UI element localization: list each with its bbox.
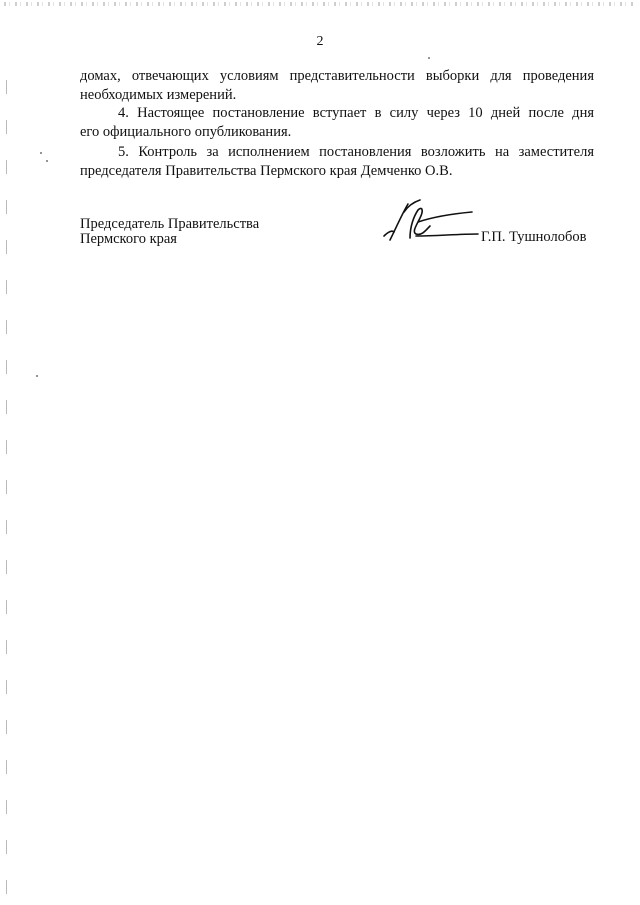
- paragraph-item-5: [80, 143, 594, 181]
- paragraph-line: необходимых измерений.: [80, 87, 237, 103]
- paragraph-item-4: [80, 104, 594, 142]
- handwritten-signature: [380, 196, 480, 248]
- signatory-position: [80, 217, 259, 247]
- scan-artifact-left-edge: [6, 80, 7, 900]
- scan-speck: [40, 152, 42, 154]
- scan-artifact-top: [4, 2, 636, 6]
- signatory-position-line: Председатель Правительства: [80, 216, 260, 232]
- paragraph-line: домах, отвечающих условиям представительности выборки для проведения: [80, 68, 594, 84]
- scan-speck: [428, 57, 430, 59]
- paragraph-line: 4. Настоящее постановление вступает в силу через 10 дней после дня: [118, 105, 594, 121]
- paragraph-continuation: [80, 67, 594, 105]
- scan-speck: [46, 160, 48, 162]
- page-number: 2: [316, 34, 324, 49]
- paragraph-line: председателя Правительства Пермского края Демченко О.В.: [80, 163, 453, 179]
- signatory-position-line: Пермского края: [80, 231, 177, 247]
- scan-speck: [36, 375, 38, 377]
- signer-name: Г.П. Тушнолобов: [481, 229, 587, 245]
- paragraph-line: его официального опубликования.: [80, 124, 292, 140]
- paragraph-line: 5. Контроль за исполнением постановления возложить на заместителя: [118, 144, 594, 160]
